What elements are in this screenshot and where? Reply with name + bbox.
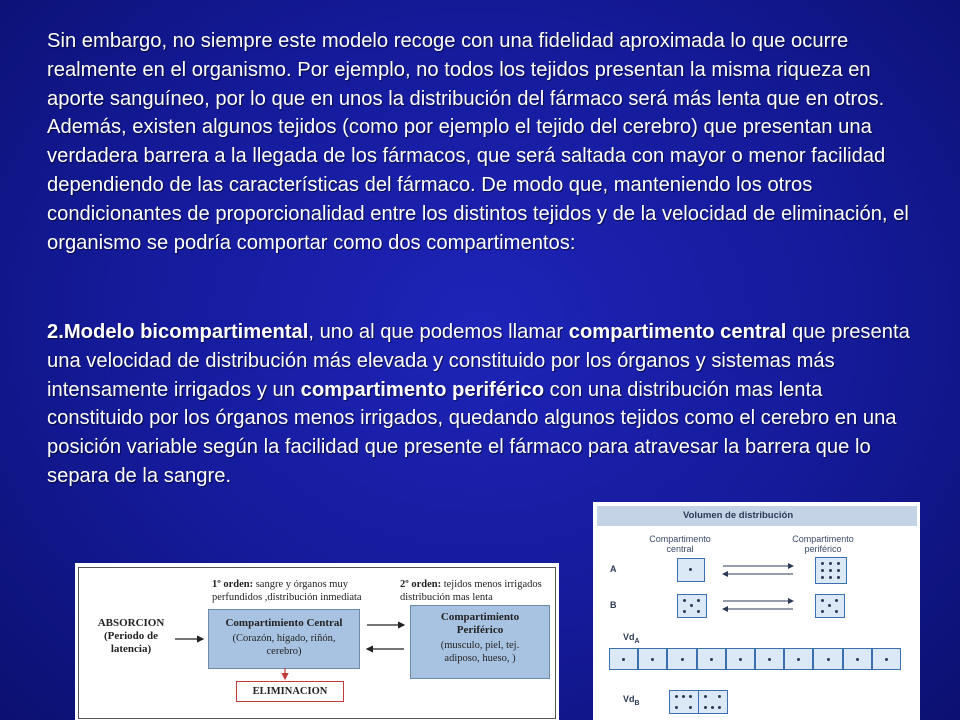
strip-cell [872,648,901,670]
dot [856,658,859,661]
second-order-text: tejidos menos irrigados distribución mas lenta [400,579,542,603]
first-order-text: sangre y órganos muy perfundidos ,distribución inmediata [212,579,362,603]
dot [711,706,714,709]
row-b-label: B [610,600,617,610]
paragraph-bicompartmental [47,318,917,491]
dot [675,695,678,698]
absorption-subtitle: (Periodo de latencia) [103,630,159,655]
dot [704,706,707,709]
peripheral-compartment-title: Compartimiento Periférico [440,611,520,636]
dot [768,658,771,661]
dot [675,706,678,709]
central-compartment-title: Compartimiento Central [225,617,343,629]
strip-cell [667,648,696,670]
diagram-arrows [75,563,559,720]
first-order-label: 1º orden: [212,579,254,590]
term-model-bicompartimental: 2.Modelo bicompartimental [47,321,309,343]
dot [718,695,721,698]
p2-segment-1: , uno al que podemos llamar [308,321,569,343]
dot [885,658,888,661]
paragraph-intro: Sin embargo, no siempre este modelo recoge con una fidelidad aproximada lo que ocurre realmente en el organismo. Por ejemplo, no todos los tejidos presentan la misma riqueza en aporte sanguíneo, por lo que en unos la distribución del fármaco será más lenta que en otros. Además, existen algunos tejidos (como por ejemplo el tejido del cerebro) que presentan una verdadera barrera a la llegada de los fármacos, que será saltada con mayor o menor facilidad dependiendo de las características del fármaco. De modo que, manteniendo los otros condicionantes de proporcionalidad entre los distintos tejidos y de la velocidad de eliminación, el organismo se podría comportar como dos compartimentos: [47,30,909,254]
two-compartment-diagram [75,563,559,720]
p2-segment-2: que presenta una velocidad de distribución más elevada y constituido por los órganos y sistemas más intensamente irrigados y un [47,321,910,401]
row-a-label: A [610,564,617,574]
dot [651,658,654,661]
dot [682,695,685,698]
dot [689,695,692,698]
vd-b-square-1 [669,690,699,714]
dot [681,658,684,661]
strip-cell [843,648,872,670]
peripheral-compartment-tissues: (musculo, piel, tej. adiposo, hueso, ) [440,640,520,664]
absorption-title: ABSORCION [97,617,165,629]
volume-distribution-figure [593,502,920,720]
vd-b-square-2 [698,690,728,714]
dot [689,706,692,709]
elimination-box: ELIMINACION [236,681,344,702]
second-order-label: 2º orden: [400,579,442,590]
vd-a-strip [609,648,901,670]
vd-b-label: $Vd_B$ [623,694,640,707]
central-compartment-organs: (Corazón, hígado, riñón, cerebro) [232,633,336,657]
term-compartimento-central: compartimento central [568,321,787,343]
strip-cell [784,648,813,670]
p2-segment-3: con una distribución mas lenta constituido por los órganos menos irrigados, quedando algunos tejidos como el cerebro en una posición variable según la facilidad que presente el fármaco para atravesar la barrera que lo separa de la sangre. [47,378,897,487]
dot [827,658,830,661]
dot [622,658,625,661]
central-compartment-label: Compartimento central [649,534,711,554]
strip-cell [609,648,638,670]
strip-cell [697,648,726,670]
dot [718,706,721,709]
strip-cell [638,648,667,670]
dot [710,658,713,661]
dot [704,695,707,698]
volume-distribution-title: Volumen de distribución [683,510,794,521]
vd-a-label: $Vd_A$ [623,632,640,645]
term-compartimento-periferico: compartimento periférico [300,378,545,401]
peripheral-compartment-label: Compartimento periférico [792,534,854,554]
dot [797,658,800,661]
strip-cell [726,648,755,670]
strip-cell [755,648,784,670]
dot [739,658,742,661]
strip-cell [813,648,842,670]
exchange-arrows [593,502,920,720]
